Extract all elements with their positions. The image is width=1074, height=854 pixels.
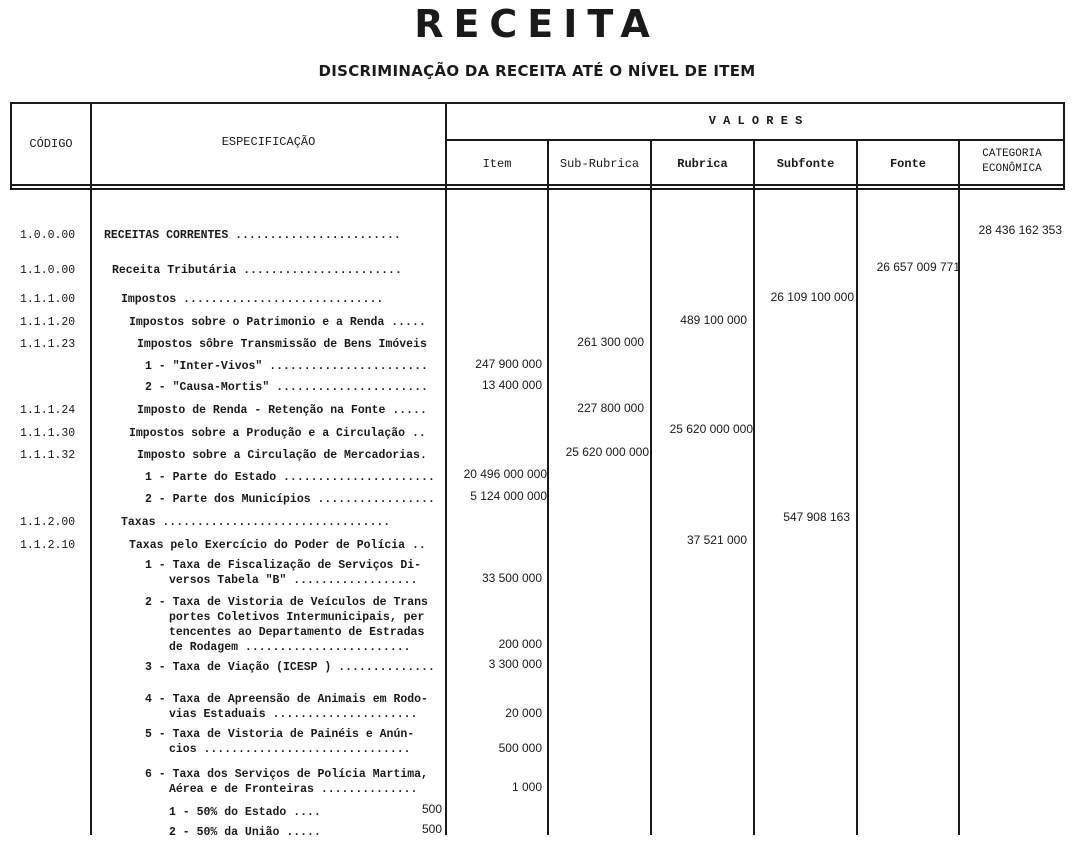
row-specification: RECEITAS CORRENTES ........................: [104, 229, 401, 242]
row-code: 1.1.2.00: [20, 516, 76, 529]
row-specification-continued: vias Estaduais .....................: [169, 708, 418, 721]
row-code: 1.0.0.00: [20, 229, 76, 242]
value-item: 20 496 000 000: [463, 467, 547, 481]
value-fonte: 26 657 009 771: [876, 260, 960, 274]
row-specification: 3 - Taxa de Viação (ICESP ) ..............: [145, 661, 435, 674]
row-code: 1.1.1.32: [20, 449, 76, 462]
row-code: 1.1.0.00: [20, 264, 76, 277]
value-sub-rubrica: 227 800 000: [577, 401, 644, 415]
col-divider-especificacao: [445, 102, 447, 835]
col-divider-rubrica: [753, 139, 755, 835]
col-divider-codigo: [90, 102, 92, 835]
value-item: 13 400 000: [481, 378, 542, 392]
header-rubrica: Rubrica: [677, 157, 728, 171]
inline-value: 500: [421, 802, 442, 816]
document-title: RECEITA: [414, 2, 660, 46]
value-item: 500 000: [498, 741, 542, 755]
header-bottom-border: [10, 184, 1064, 186]
row-specification: 1 - Taxa de Fiscalização de Serviços Di-: [145, 559, 422, 572]
header-bottom-border-double: [10, 188, 1064, 190]
value-rubrica: 37 521 000: [686, 533, 747, 547]
row-specification: 5 - Taxa de Vistoria de Painéis e Anún-: [145, 728, 415, 741]
row-specification-continued: Aérea e de Fronteiras ..............: [169, 783, 418, 796]
row-specification: 1 - Parte do Estado ......................: [145, 471, 435, 484]
header-categoria: CATEGORIA: [982, 148, 1042, 160]
valores-divider: [445, 139, 1064, 141]
row-specification: Imposto de Renda - Retenção na Fonte .....: [137, 404, 427, 417]
row-specification-continued: tencentes ao Departamento de Estradas: [169, 626, 425, 639]
row-specification: Impostos sobre o Patrimonio e a Renda .....: [129, 316, 426, 329]
col-divider-fonte: [958, 139, 960, 835]
value-sub-rubrica: 25 620 000 000: [565, 445, 649, 459]
row-code: 1.1.1.30: [20, 427, 76, 440]
header-codigo: CÓDIGO: [29, 137, 73, 151]
row-specification-continued: versos Tabela "B" ..................: [169, 574, 418, 587]
value-item: 20 000: [505, 706, 542, 720]
row-specification: Taxas pelo Exercício do Poder de Polícia ..: [129, 539, 426, 552]
row-specification: 2 - 50% da União .....: [169, 826, 321, 839]
value-item: 33 500 000: [481, 571, 542, 585]
row-specification: Impostos sôbre Transmissão de Bens Imóveis: [137, 338, 427, 351]
row-code: 1.1.2.10: [20, 539, 76, 552]
header-especificacao: ESPECIFICAÇÃO: [221, 135, 316, 149]
row-specification: Impostos sobre a Produção e a Circulação ..: [129, 427, 426, 440]
row-specification: Receita Tributária .......................: [112, 264, 402, 277]
row-specification: 2 - Parte dos Municípios .................: [145, 493, 435, 506]
value-subfonte: 26 109 100 000: [770, 290, 854, 304]
inline-value: 500: [421, 822, 442, 836]
value-item: 5 124 000 000: [470, 489, 547, 503]
row-specification: 4 - Taxa de Apreensão de Animais em Rodo-: [145, 693, 428, 706]
value-item: 3 300 000: [488, 657, 542, 671]
value-item: 1 000: [511, 780, 542, 794]
value-categoria-economica: 28 436 162 353: [978, 223, 1062, 237]
row-code: 1.1.1.20: [20, 316, 76, 329]
header-item: Item: [482, 157, 512, 171]
col-divider-sub-rubrica: [650, 139, 652, 835]
row-specification: Taxas .................................: [121, 516, 391, 529]
value-rubrica: 25 620 000 000: [669, 422, 753, 436]
row-specification: Impostos .............................: [121, 293, 384, 306]
row-specification-continued: portes Coletivos Intermunicipais, per: [169, 611, 425, 624]
row-specification-continued: cios ..............................: [169, 743, 411, 756]
header-sub-rubrica: Sub-Rubrica: [559, 157, 640, 171]
row-code: 1.1.1.23: [20, 338, 76, 351]
row-specification: 6 - Taxa dos Serviços de Polícia Martima,: [145, 768, 428, 781]
header-subfonte: Subfonte: [776, 157, 835, 171]
table-top-border: [10, 102, 1064, 104]
document-subtitle: DISCRIMINAÇÃO DA RECEITA ATÉ O NÍVEL DE ITEM: [318, 62, 756, 80]
row-specification-continued: de Rodagem ........................: [169, 641, 411, 654]
value-subfonte: 547 908 163: [783, 510, 850, 524]
row-code: 1.1.1.24: [20, 404, 76, 417]
row-code: 1.1.1.00: [20, 293, 76, 306]
col-divider-subfonte: [856, 139, 858, 835]
header-fonte: Fonte: [889, 157, 926, 171]
value-item: 247 900 000: [475, 357, 542, 371]
row-specification: 1 - "Inter-Vivos" .......................: [145, 360, 428, 373]
value-rubrica: 489 100 000: [680, 313, 747, 327]
value-sub-rubrica: 261 300 000: [577, 335, 644, 349]
value-item: 200 000: [498, 637, 542, 651]
row-specification: Imposto sobre a Circulação de Mercadorias.: [137, 449, 427, 462]
row-specification: 2 - Taxa de Vistoria de Veículos de Trans: [145, 596, 428, 609]
row-specification: 1 - 50% do Estado ....: [169, 806, 321, 819]
row-specification: 2 - "Causa-Mortis" ......................: [145, 381, 428, 394]
col-divider-item: [547, 139, 549, 835]
header-valores: V A L O R E S: [708, 114, 803, 128]
header-categoria-economica: ECONÔMICA: [982, 163, 1042, 175]
